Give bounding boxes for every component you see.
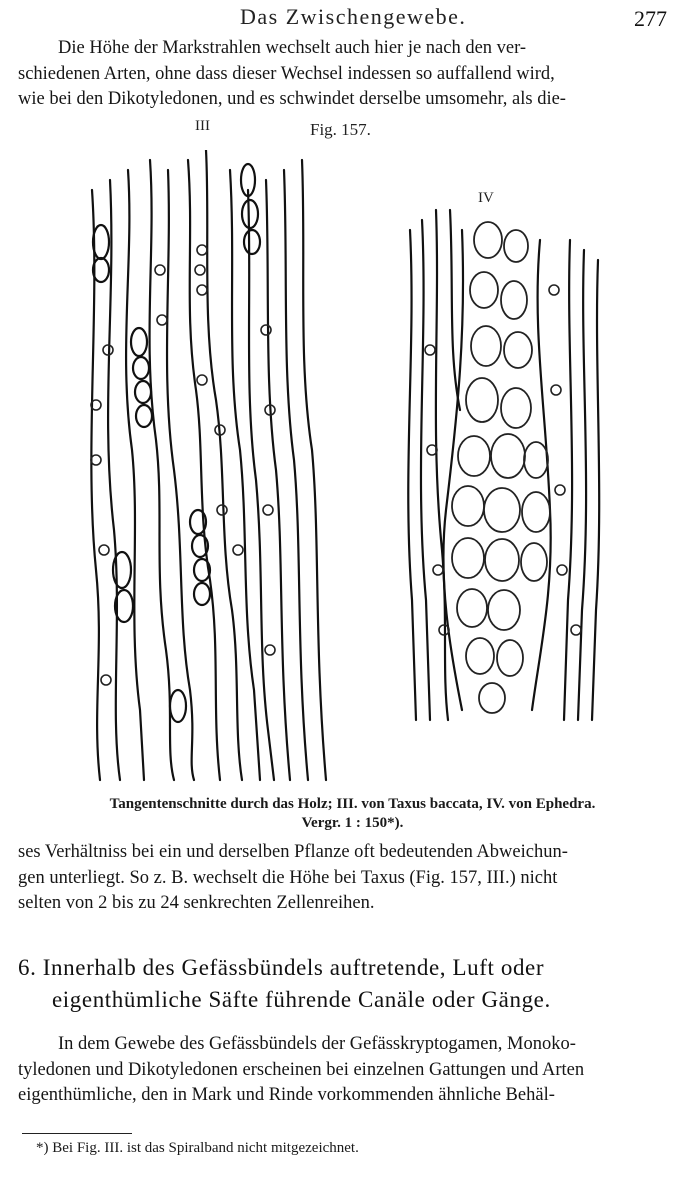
page-number: 277 bbox=[634, 6, 667, 31]
heading-line: eigenthümliche Säfte führende Canäle oder Gänge. bbox=[52, 987, 551, 1012]
text-line: In dem Gewebe des Gefässbündels der Gefässkryptogamen, Monoko- bbox=[58, 1034, 576, 1054]
panel-iv-ephedra bbox=[408, 210, 599, 720]
wood-section-drawing bbox=[70, 150, 670, 790]
footnote-rule bbox=[22, 1133, 132, 1134]
section-heading bbox=[18, 952, 678, 1016]
figure-number: Fig. 157. bbox=[310, 120, 371, 139]
text-line: gen unterliegt. So z. B. wechselt die Höhe bei Taxus (Fig. 157, III.) nicht bbox=[18, 867, 558, 888]
panel-iii-taxus bbox=[91, 150, 326, 780]
caption-line: Vergr. 1 : 150*). bbox=[301, 815, 404, 831]
text-line: wie bei den Dikotyledonen, und es schwindet derselbe umsomehr, als die- bbox=[18, 89, 566, 109]
panel-label-iv: IV bbox=[478, 190, 494, 206]
footnote: *) Bei Fig. III. ist das Spiralband nicht mitgezeichnet. bbox=[36, 1140, 359, 1156]
section-paragraph bbox=[18, 1032, 670, 1109]
figure-caption bbox=[40, 795, 665, 833]
continuation-paragraph bbox=[18, 840, 670, 917]
text-line: schiedenen Arten, ohne dass dieser Wechsel indessen so auffallend wird, bbox=[18, 63, 555, 84]
text-line: Die Höhe der Markstrahlen wechselt auch hier je nach den ver- bbox=[58, 38, 527, 58]
figure-157-illustration bbox=[70, 150, 670, 790]
heading-line: 6. Innerhalb des Gefässbündels auftretende, Luft oder bbox=[18, 955, 545, 980]
intro-paragraph bbox=[18, 36, 670, 113]
caption-line: Tangentenschnitte durch das Holz; III. von Taxus baccata, IV. von Ephedra. bbox=[109, 796, 596, 812]
running-title: Das Zwischengewebe. bbox=[240, 4, 467, 29]
panel-label-iii: III bbox=[195, 118, 210, 134]
text-line: eigenthümliche, den in Mark und Rinde vorkommenden ähnliche Behäl- bbox=[18, 1085, 555, 1105]
running-head bbox=[0, 4, 695, 32]
bordered-pits-iv bbox=[425, 285, 581, 635]
text-line: selten von 2 bis zu 24 senkrechten Zellenreihen. bbox=[18, 893, 375, 913]
text-line: tyledonen und Dikotyledonen erscheinen bei einzelnen Gattungen und Arten bbox=[18, 1059, 585, 1080]
vessel-cells-iv bbox=[452, 222, 550, 713]
text-line: ses Verhältniss bei ein und derselben Pflanze oft bedeutenden Abweichun- bbox=[18, 842, 568, 862]
